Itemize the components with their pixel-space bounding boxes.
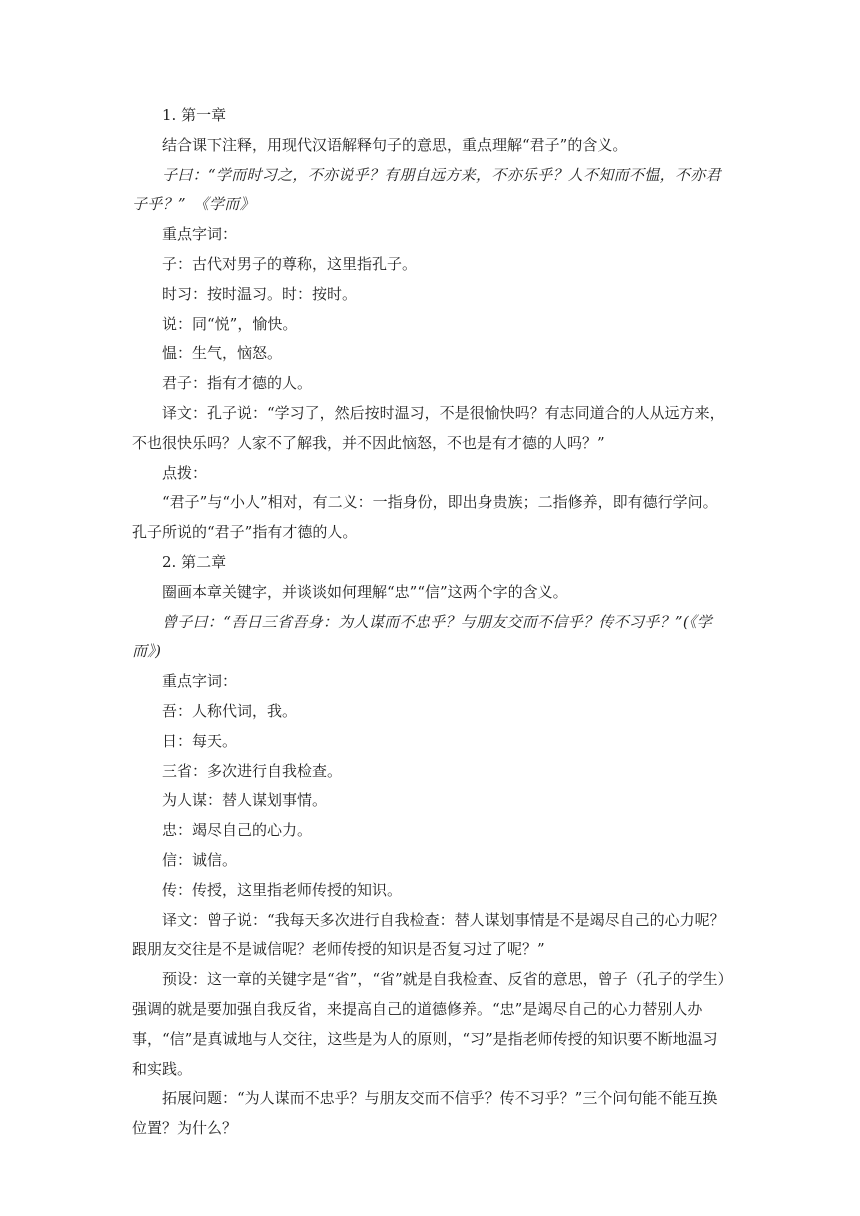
chapter-2-translation: 译文：曾子说：“我每天多次进行自我检查：替人谋划事情是不是竭尽自己的心力呢？跟朋友交往是不是诚信呢？老师传授的知识是否复习过了呢？” [132, 910, 725, 959]
key-words-heading: 重点字词： [162, 225, 238, 244]
key-word-item: 时习：按时温习。时：按时。 [162, 284, 358, 303]
chapter-1-quote: 子曰：“学而时习之，不亦说乎？有朋自远方来，不亦乐乎？人不知而不愠，不亦君子乎？” 《学而》 [132, 165, 721, 214]
key-word-item: 三省：多次进行自我检查。 [162, 761, 343, 780]
chapter-2-heading: 2. 第二章 [162, 552, 227, 571]
key-words-heading: 重点字词： [162, 672, 238, 691]
key-word-item: 君子：指有才德的人。 [162, 374, 313, 393]
key-word-item: 吾：人称代词，我。 [162, 701, 298, 720]
key-word-item: 为人谋：替人谋划事情。 [162, 791, 328, 810]
key-word-item: 子：古代对男子的尊称，这里指孔子。 [162, 254, 418, 273]
chapter-1-task: 结合课下注释，用现代汉语解释句子的意思，重点理解“君子”的含义。 [162, 135, 628, 154]
tip-heading: 点拨： [162, 463, 208, 482]
document-body [132, 101, 732, 1144]
key-word-item: 传：传授，这里指老师传授的知识。 [162, 880, 403, 899]
chapter-1-translation: 译文：孔子说：“学习了，然后按时温习，不是很愉快吗？有志同道合的人从远方来，不也很快乐吗？人家不了解我，并不因此恼怒，不也是有才德的人吗？” [132, 403, 725, 452]
chapter-1-heading: 1. 第一章 [162, 106, 227, 124]
key-word-item: 忠：竭尽自己的心力。 [162, 821, 313, 840]
key-word-item: 日：每天。 [162, 731, 238, 750]
preset-text: 预设：这一章的关键字是“省”，“省”就是自我检查、反省的意思，曾子（孔子的学生）强调的就是要加强自我反省，来提高自己的道德修养。“忠”是竭尽自己的心力替别人办事，“信”是真诚地与人交往，这些是为人的原则，“习”是指老师传授的知识要不断地温习和实践。 [132, 970, 726, 1078]
tip-text: “君子”与“小人”相对，有二义：一指身份，即出身贵族；二指修养，即有德行学问。孔子所说的“君子”指有才德的人。 [132, 493, 718, 542]
key-word-item: 说：同“悦”，愉快。 [162, 314, 298, 333]
key-word-item: 信：诚信。 [162, 850, 238, 869]
chapter-2-task: 圈画本章关键字，并谈谈如何理解“忠”“信”这两个字的含义。 [162, 582, 568, 601]
key-word-item: 愠：生气，恼怒。 [162, 344, 283, 363]
extension-question: 拓展问题：“为人谋而不忠乎？与朋友交而不信乎？传不习乎？”三个问句能不能互换位置？为什么？ [132, 1089, 718, 1138]
chapter-2-quote: 曾子曰：“吾日三省吾身：为人谋而不忠乎？与朋友交而不信乎？传不习乎？”(《学而》) [132, 612, 713, 661]
